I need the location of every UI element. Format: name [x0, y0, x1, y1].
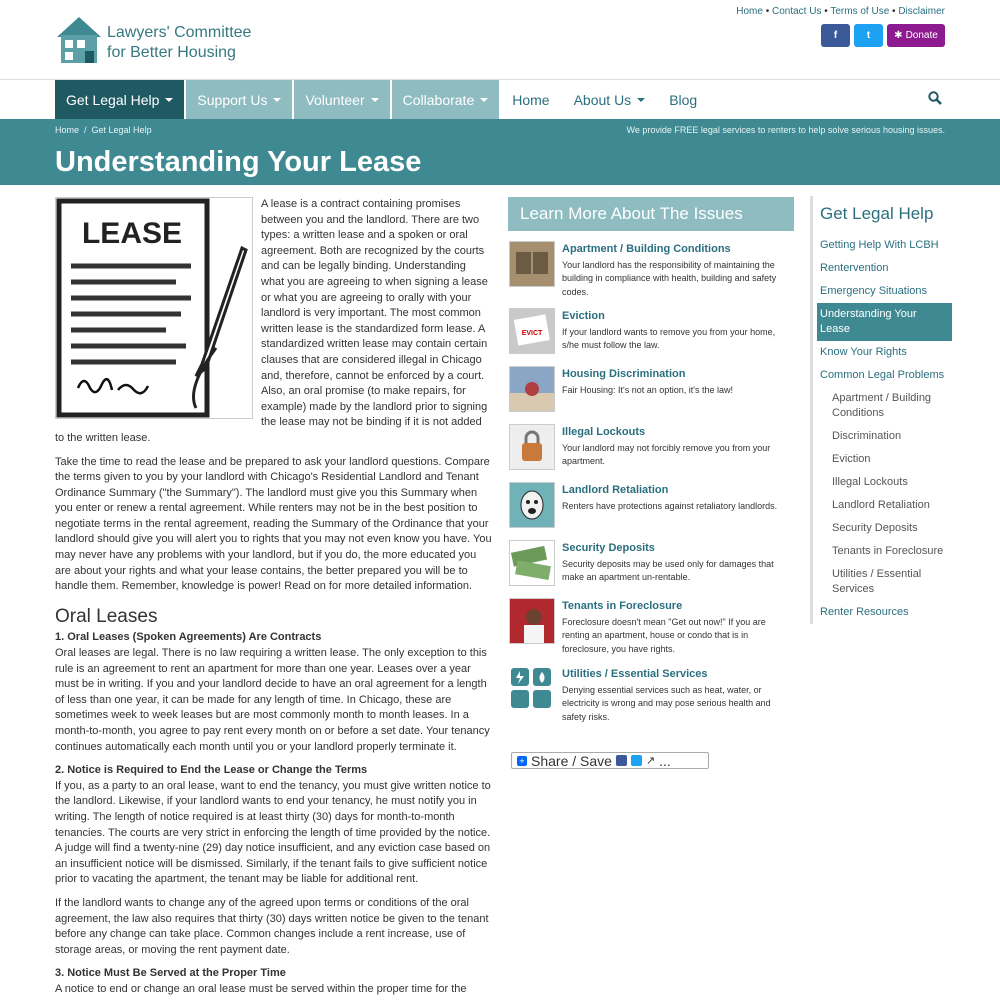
intro-paragraph: A lease is a contract containing promises between you and the landlord. There are two types: a written lease and a spoken or oral agreement. Both are recognized by the courts and can be legally binding. Understanding what you are agreeing to when signing a lease or what you are agreeing to orally with your landlord is very important. The most common written lease is the standardized form lease. A standardized written lease may contain certain clauses that are considered illegal in Chicago and, therefore, cannot be enforced by a court. Also, an oral promise (to make repairs, for example) made by the landlord prior to signing the lease may not be binding if it is not added to the written lease. — [55, 198, 488, 444]
sidebar-subitem[interactable]: Apartment / Building Conditions — [832, 392, 932, 419]
plus-icon: + — [517, 756, 527, 766]
site-header — [0, 0, 1000, 79]
nav-about-us[interactable]: About Us — [563, 80, 657, 119]
facebook-icon: f — [833, 30, 838, 41]
twitter-button[interactable] — [854, 24, 883, 47]
issues-heading: Learn More About The Issues — [508, 197, 794, 231]
svg-text:EVICT: EVICT — [521, 330, 543, 337]
issue-title[interactable]: Tenants in Foreclosure — [562, 600, 683, 612]
logo-line-2: for Better Housing — [107, 44, 236, 61]
page-header-band — [0, 119, 1000, 185]
social-buttons — [821, 24, 945, 47]
breadcrumb-home[interactable]: Home — [55, 125, 80, 135]
sidebar-subitem[interactable]: Illegal Lockouts — [832, 476, 908, 488]
nav-volunteer[interactable]: Volunteer — [294, 80, 389, 119]
section-3-body: A notice to end or change an oral lease must be served within the proper time for the — [55, 982, 467, 995]
breadcrumb: Home / Get Legal Help — [55, 125, 152, 135]
lease-illustration — [55, 197, 253, 419]
issue-desc: Denying essential services such as heat, water, or electricity is wrong and may pose serious health and safety risks. — [562, 685, 771, 722]
discrimination-thumb — [509, 366, 555, 412]
issue-desc: Your landlord has the responsibility of maintaining the building in compliance with health, building and safety codes. — [562, 260, 777, 297]
share-more: ... — [659, 752, 671, 769]
twitter-icon — [631, 755, 642, 766]
compare-paragraph: Take the time to read the lease and be prepared to ask your landlord questions. Compare the terms given to you by your landlord with Chicago's Residential Landlord and Tenant Ordinance Summary ("the Summary"). The landlord must give you this Summary when you enter or renew a rental agreement. While renters may not be in the best position to negotiate terms in the rental agreement, reading the Summary of the Ordinance that your landlord should give you will alert you to rights that you may not even know you have. You may never have any problems with your landlord, but if you do, the more educated you are about your rights and what your lease contains, the better prepared you will be to handle them. Remember, knowledge is power! Read on for more detailed information. — [55, 455, 492, 593]
top-link-contact[interactable]: Contact Us — [772, 6, 822, 17]
section-1-title: 1. Oral Leases (Spoken Agreements) Are Contracts — [55, 631, 322, 644]
section-1-body: Oral leases are legal. There is no law requiring a written lease. The only exception to this rule is an agreement to rent an apartment for more than one year. Leases over a year must be in writing. If you and your landlord decide to have an oral agreement for a length of less than one year, it can be made for any length of time. In Chicago, these are sometimes week to week leases but are most commonly month to month leases. In a month-to-month, you agree to pay rent every month on or before a set date. Your tenancy continues automatically each month until you or your landlord properly terminate it. — [55, 647, 490, 753]
issue-item[interactable] — [508, 536, 794, 594]
money-thumb — [509, 540, 555, 586]
sidebar-subitem[interactable]: Discrimination — [832, 430, 902, 442]
chevron-down-icon — [371, 98, 379, 102]
oral-leases-heading: Oral Leases — [55, 605, 158, 627]
twitter-icon: t — [866, 30, 871, 41]
issue-desc: Your landlord may not forcibly remove you from your apartment. — [562, 443, 771, 467]
logo-line-1: Lawyers' Committee — [107, 24, 252, 41]
main-nav — [0, 79, 1000, 119]
section-2-body: If you, as a party to an oral lease, want to end the tenancy, you must give written notice to the landlord. Likewise, if your landlord wants to end your tenancy, he must notify you in writing. The length of notice required is at least thirty (30) days for month-to-month tenancies. The courts are very strict in enforcing the length of time provided by the notice. A judge will find a twenty-nine (29) day notice insufficient, and any eviction case based on an insufficient notice will be dismissed. Similarly, if the tenant fails to give sufficient notice prior to vacating the apartment, the tenant may be liable for additional rent. — [55, 779, 491, 886]
sidebar-subitem[interactable]: Eviction — [832, 453, 871, 465]
issue-title[interactable]: Eviction — [562, 310, 605, 322]
sidebar-item-understanding-lease[interactable]: Understanding Your Lease — [817, 303, 952, 341]
chevron-down-icon — [480, 98, 488, 102]
sidebar-item-emergency[interactable]: Emergency Situations — [820, 285, 927, 297]
donate-label: Donate — [905, 30, 938, 41]
issue-title[interactable]: Landlord Retaliation — [562, 484, 669, 496]
section-2-body-2: If the landlord wants to change any of the agreed upon terms or conditions of the oral agreement, the law also requires that thirty (30) days written notice be given to the tenant before any change can take place. Common changes include a rent increase, use of storage areas, or moving the rent payment date. — [55, 896, 489, 956]
issue-desc: Fair Housing: It's not an option, it's the law! — [562, 385, 734, 395]
issues-panel — [508, 197, 794, 720]
tagline: We provide FREE legal services to renters to help solve serious housing issues. — [626, 125, 945, 135]
issue-desc: Renters have protections against retaliatory landlords. — [562, 501, 778, 511]
issue-title[interactable]: Illegal Lockouts — [562, 426, 646, 438]
sidebar-item-know-rights[interactable]: Know Your Rights — [820, 346, 907, 358]
eviction-notice-thumb — [509, 308, 555, 354]
donate-button[interactable] — [887, 24, 945, 47]
sidebar-heading: Get Legal Help — [820, 204, 934, 223]
site-logo[interactable] — [55, 15, 265, 65]
floorplan-thumb — [509, 241, 555, 287]
sidebar-subitem[interactable]: Landlord Retaliation — [832, 499, 930, 511]
top-link-home[interactable]: Home — [736, 6, 763, 17]
utilities-thumb — [509, 666, 553, 710]
main-content — [55, 197, 492, 1000]
share-arrow-icon: ↗ — [645, 755, 656, 767]
sidebar-subitem[interactable]: Tenants in Foreclosure — [832, 545, 944, 557]
breadcrumb-current[interactable]: Get Legal Help — [91, 125, 152, 135]
issue-desc: Foreclosure doesn't mean "Get out now!" If you are renting an apartment, house or condo that is in foreclosure, you have rights. — [562, 617, 766, 654]
issue-item[interactable] — [508, 478, 794, 536]
lease-document-icon — [56, 198, 252, 418]
page-title: Understanding Your Lease — [55, 146, 422, 178]
section-3-title: 3. Notice Must Be Served at the Proper Time — [55, 967, 286, 980]
nav-blog[interactable]: Blog — [669, 91, 698, 108]
issue-item[interactable] — [508, 594, 794, 662]
sidebar — [810, 196, 952, 624]
nav-support-us[interactable]: Support Us — [186, 80, 292, 119]
issue-item[interactable] — [508, 237, 794, 304]
sidebar-subitem[interactable]: Utilities / Essential Services — [832, 568, 922, 595]
house-logo-icon — [55, 15, 103, 63]
issue-desc: If your landlord wants to remove you from your home, s/he must follow the law. — [562, 327, 776, 351]
share-label: Share / Save — [531, 752, 612, 769]
sidebar-item-getting-help[interactable]: Getting Help With LCBH — [820, 239, 939, 251]
facebook-button[interactable] — [821, 24, 850, 47]
issue-desc: Security deposits may be used only for damages that make an apartment un-rentable. — [562, 559, 774, 583]
issue-title[interactable]: Apartment / Building Conditions — [562, 243, 731, 255]
chevron-down-icon — [637, 98, 645, 102]
issue-title[interactable]: Security Deposits — [562, 542, 655, 554]
issue-item[interactable] — [508, 362, 794, 420]
section-2-title: 2. Notice is Required to End the Lease or Change the Terms — [55, 764, 368, 777]
issue-item[interactable] — [508, 662, 794, 720]
issue-item[interactable] — [508, 420, 794, 478]
padlock-thumb — [509, 424, 555, 470]
gift-icon: ✱ — [894, 30, 903, 41]
issue-title[interactable]: Housing Discrimination — [562, 368, 686, 380]
nav-collaborate[interactable]: Collaborate — [392, 80, 500, 119]
issue-title[interactable]: Utilities / Essential Services — [562, 668, 708, 680]
foreclosure-thumb — [509, 598, 555, 644]
sidebar-item-common-problems[interactable]: Common Legal Problems — [820, 369, 945, 381]
sidebar-item-renter-resources[interactable]: Renter Resources — [820, 606, 909, 618]
sidebar-item-rentervention[interactable]: Rentervention — [820, 262, 889, 274]
retaliation-thumb — [509, 482, 555, 528]
chevron-down-icon — [273, 98, 281, 102]
lease-heading: LEASE — [81, 217, 183, 250]
sidebar-subitem[interactable]: Security Deposits — [832, 522, 918, 534]
top-link-disclaimer[interactable]: Disclaimer — [898, 6, 945, 17]
top-link-terms[interactable]: Terms of Use — [830, 6, 890, 17]
nav-get-legal-help[interactable]: Get Legal Help — [55, 80, 184, 119]
search-icon[interactable] — [928, 91, 942, 105]
share-save-button[interactable] — [511, 752, 709, 769]
chevron-down-icon — [165, 98, 173, 102]
nav-home[interactable]: Home — [512, 91, 550, 108]
facebook-icon — [616, 755, 627, 766]
issue-item[interactable] — [508, 304, 794, 362]
utility-links: Home • Contact Us • Terms of Use • Disclaimer — [736, 6, 945, 17]
